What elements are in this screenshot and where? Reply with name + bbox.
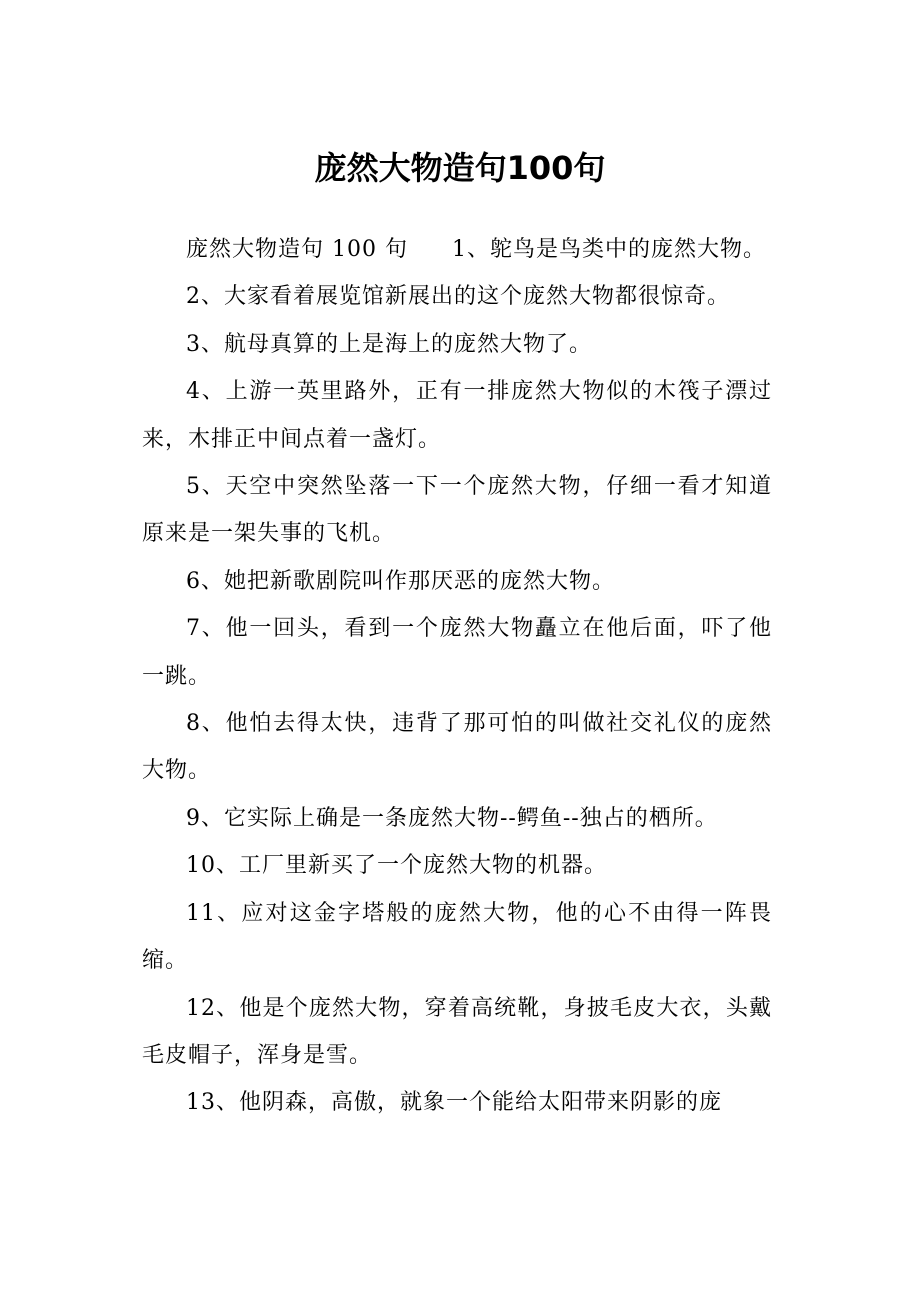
sentence-12: 12、他是个庞然大物，穿着高统靴，身披毛皮大衣，头戴毛皮帽子，浑身是雪。 (142, 995, 772, 1068)
sentence-2: 2、大家看着展览馆新展出的这个庞然大物都很惊奇。 (186, 284, 730, 310)
sentence-7: 7、他一回头，看到一个庞然大物矗立在他后面，吓了他一跳。 (142, 616, 772, 689)
sentence-10: 10、工厂里新买了一个庞然大物的机器。 (186, 853, 607, 879)
paragraph-intro (142, 226, 772, 273)
document-title: 庞然大物造句100句 (314, 149, 606, 187)
sentence-11: 11、应对这金字塔般的庞然大物，他的心不由得一阵畏缩。 (142, 900, 772, 974)
sentence-6: 6、她把新歌剧院叫作那厌恶的庞然大物。 (186, 568, 615, 594)
intro-title: 庞然大物造句 100 句 (186, 237, 408, 262)
sentence-4: 4、上游一英里路外，正有一排庞然大物似的木筏子漂过来，木排正中间点着一盏灯。 (142, 379, 772, 452)
sentence-5: 5、天空中突然坠落一下一个庞然大物，仔细一看才知道原来是一架失事的飞机。 (142, 474, 772, 547)
sentence-8: 8、他怕去得太快，违背了那可怕的叫做社交礼仪的庞然大物。 (142, 711, 772, 784)
sentence-3: 3、航母真算的上是海上的庞然大物了。 (186, 331, 592, 357)
document-body (142, 226, 772, 1127)
sentence-9: 9、它实际上确是一条庞然大物--鳄鱼--独占的栖所。 (186, 805, 718, 831)
sentence-1: 1、鸵鸟是鸟类中的庞然大物。 (451, 237, 766, 262)
sentence-13: 13、他阴森，高傲，就象一个能给太阳带来阴影的庞 (186, 1090, 722, 1116)
